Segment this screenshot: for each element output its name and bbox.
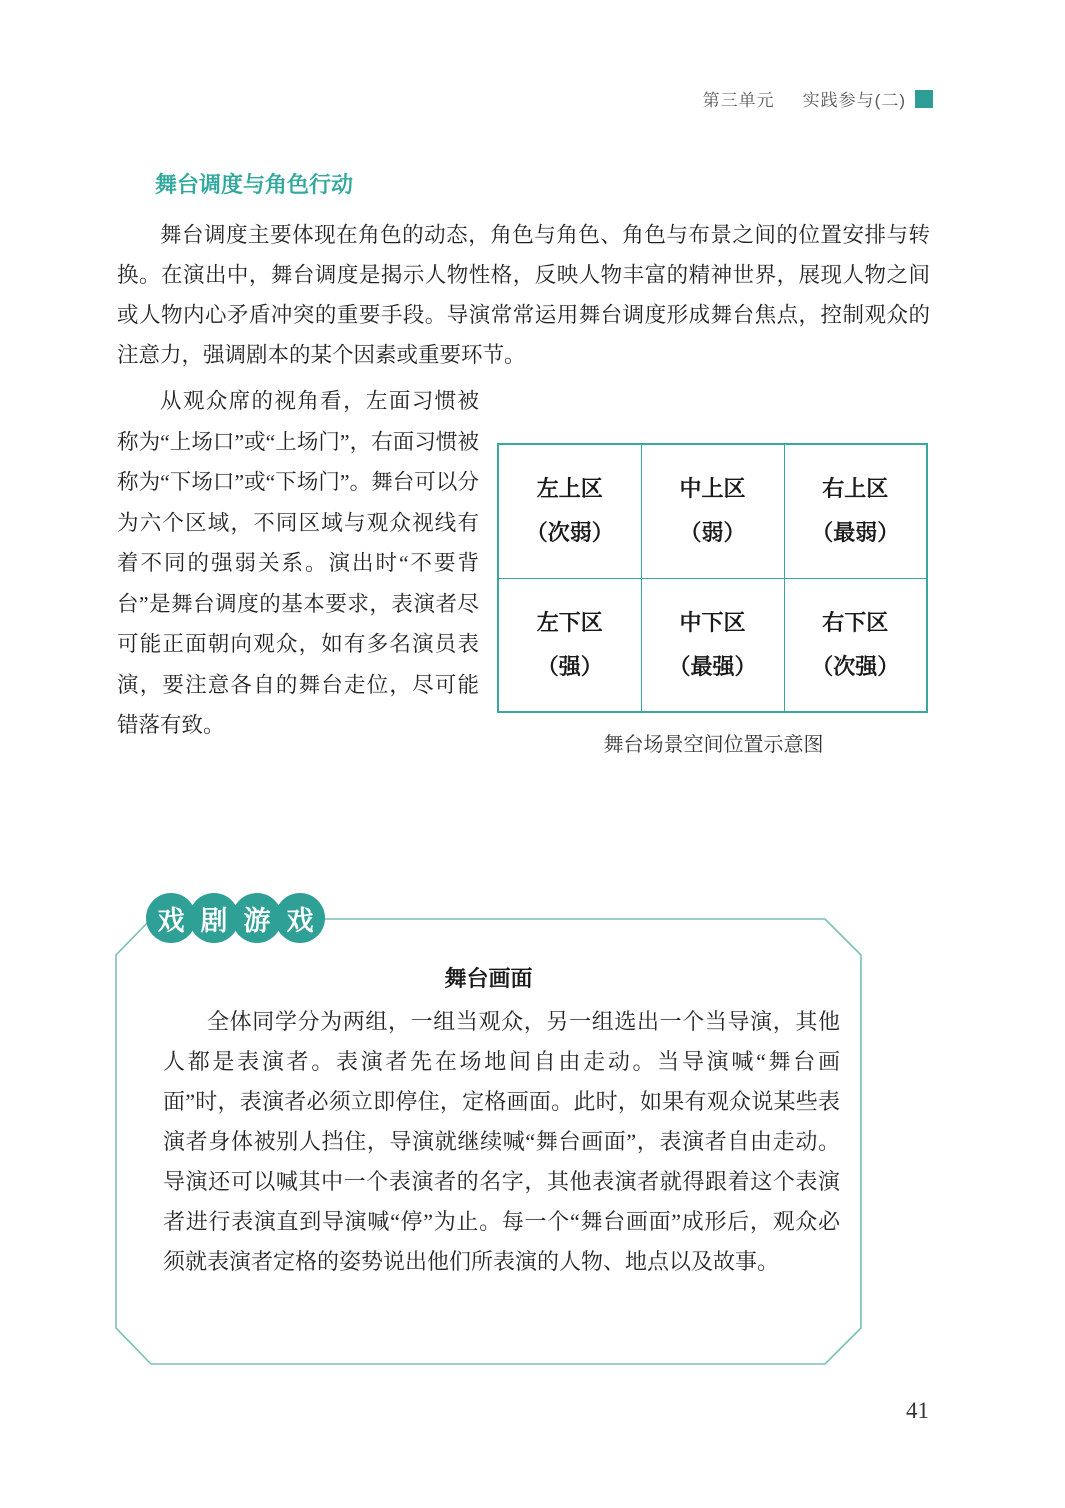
zone-name: 中下区 (679, 609, 746, 635)
table-row (498, 578, 927, 712)
zone-name: 右下区 (822, 609, 889, 635)
table-cell-lower-center (641, 578, 784, 712)
zone-strength: （次强） (811, 653, 900, 679)
zone-strength: （次弱） (525, 520, 614, 546)
badge-circle-icon: 剧 (189, 893, 239, 943)
table-cell-upper-left (498, 444, 641, 578)
page-number: 41 (906, 1398, 929, 1423)
zone-name: 右上区 (822, 476, 889, 502)
running-head (703, 86, 933, 111)
paragraph-stage-zones: 从观众席的视角看，左面习惯被称为“上场口”或“上场门”，右面习惯被称为“下场口”或“下场门”。舞台可以分为六个区域，不同区域与观众视线有着不同的强弱关系。演出时“不要背台”是舞台调度的基本要求，表演者尽可能正面朝向观众，如有多名演员表演，要注意各自的舞台走位，尽可能错落有致。 (117, 389, 479, 737)
two-column-row (117, 381, 930, 757)
paragraph-stage-blocking-intro: 舞台调度主要体现在角色的动态，角色与角色、角色与布景之间的位置安排与转换。在演出中，舞台调度是揭示人物性格，反映人物丰富的精神世界，展现人物之间或人物内心矛盾冲突的重要手段。导演常常运用舞台调度形成舞台焦点，控制观众的注意力，强调剧本的某个因素或重要环节。 (117, 223, 930, 367)
running-head-unit: 第三单元 (702, 91, 775, 110)
zone-strength: （最强） (668, 653, 757, 679)
table-row (498, 444, 927, 578)
table-cell-lower-right (784, 578, 927, 712)
table-cell-upper-right (784, 444, 927, 578)
stage-zone-figure (497, 381, 930, 757)
zone-name: 左下区 (536, 609, 603, 635)
badge-circle-icon: 游 (232, 893, 282, 943)
game-title: 舞台画面 (444, 966, 533, 991)
zone-name: 中上区 (679, 476, 746, 502)
left-text-column (117, 381, 479, 757)
figure-caption: 舞台场景空间位置示意图 (603, 734, 824, 756)
zone-strength: （弱） (679, 520, 746, 546)
table-cell-upper-center (641, 444, 784, 578)
badge-circle-icon: 戏 (275, 893, 325, 943)
zone-name: 左上区 (536, 476, 603, 502)
running-head-section: 实践参与(二) (802, 91, 906, 110)
section-heading: 舞台调度与角色行动 (155, 172, 354, 197)
main-content (117, 168, 930, 757)
zone-strength: （最弱） (811, 520, 900, 546)
stage-zone-table (497, 443, 928, 713)
drama-game-box (115, 905, 862, 1365)
running-head-square-icon (915, 90, 933, 108)
zone-strength: （强） (536, 653, 603, 679)
table-cell-lower-left (498, 578, 641, 712)
badge-circle-icon: 戏 (146, 893, 196, 943)
game-instructions: 全体同学分为两组，一组当观众，另一组选出一个当导演，其他人都是表演者。表演者先在场地间自由走动。当导演喊“舞台画面”时，表演者必须立即停住，定格画面。此时，如果有观众说某些表演者身体被别人挡住，导演就继续喊“舞台画面”，表演者自由走动。导演还可以喊其中一个表演者的名字，其他表演者就得跟着这个表演者进行表演直到导演喊“停”为止。每一个“舞台画面”成形后，观众必须就表演者定格的姿势说出他们所表演的人物、地点以及故事。 (163, 1009, 840, 1274)
